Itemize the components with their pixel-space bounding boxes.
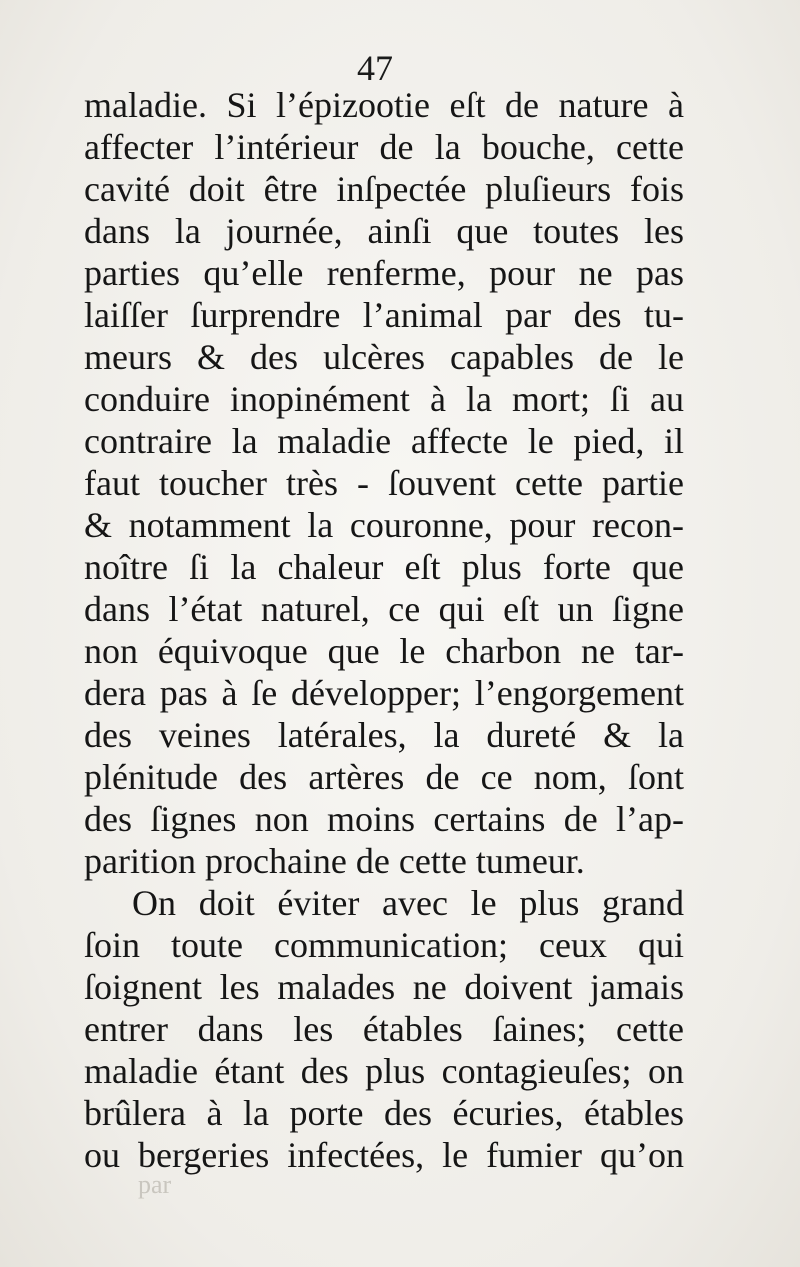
text-line: laiſſer ſurprendre l’animal par des tu- — [84, 295, 684, 335]
text-line: plénitude des artères de ce nom, ſont — [84, 757, 684, 797]
text-line: parties qu’elle renferme, pour ne pas — [84, 253, 684, 293]
catchword: par — [138, 1170, 172, 1199]
text-line: ſoin toute communication; ceux qui — [84, 925, 684, 965]
text-line: des veines latérales, la dureté & la — [84, 715, 684, 755]
text-line: affecter l’intérieur de la bouche, cette — [84, 127, 684, 167]
text-line: maladie. Si l’épizootie eſt de nature à — [84, 85, 684, 125]
text-line-paragraph-start: On doit éviter avec le plus grand — [132, 883, 684, 923]
text-line: ſoignent les malades ne doivent jamais — [84, 967, 684, 1007]
text-line: cavité doit être inſpectée pluſieurs fois — [84, 169, 684, 209]
text-line: dera pas à ſe développer; l’engorgement — [84, 673, 684, 713]
text-line: contraire la maladie affecte le pied, il — [84, 421, 684, 461]
text-line: faut toucher très - ſouvent cette partie — [84, 463, 684, 503]
text-line: dans la journée, ainſi que toutes les — [84, 211, 684, 251]
text-line: meurs & des ulcères capables de le — [84, 337, 684, 377]
body-text — [84, 84, 684, 1176]
text-line: entrer dans les étables ſaines; cette — [84, 1009, 684, 1049]
text-line: maladie étant des plus contagieuſes; on — [84, 1051, 684, 1091]
text-line: dans l’état naturel, ce qui eſt un ſigne — [84, 589, 684, 629]
text-line: brûlera à la porte des écuries, étables — [84, 1093, 684, 1133]
page-number: 47 — [357, 48, 393, 88]
text-line: des ſignes non moins certains de l’ap- — [84, 799, 684, 839]
text-line: noître ſi la chaleur eſt plus forte que — [84, 547, 684, 587]
text-line-paragraph-end: parition prochaine de cette tumeur. — [84, 841, 585, 881]
text-line: non équivoque que le charbon ne tar- — [84, 631, 684, 671]
text-line: & notamment la couronne, pour recon- — [84, 505, 684, 545]
text-line: ou bergeries infectées, le fumier qu’on — [84, 1135, 684, 1175]
text-line: conduire inopinément à la mort; ſi au — [84, 379, 684, 419]
